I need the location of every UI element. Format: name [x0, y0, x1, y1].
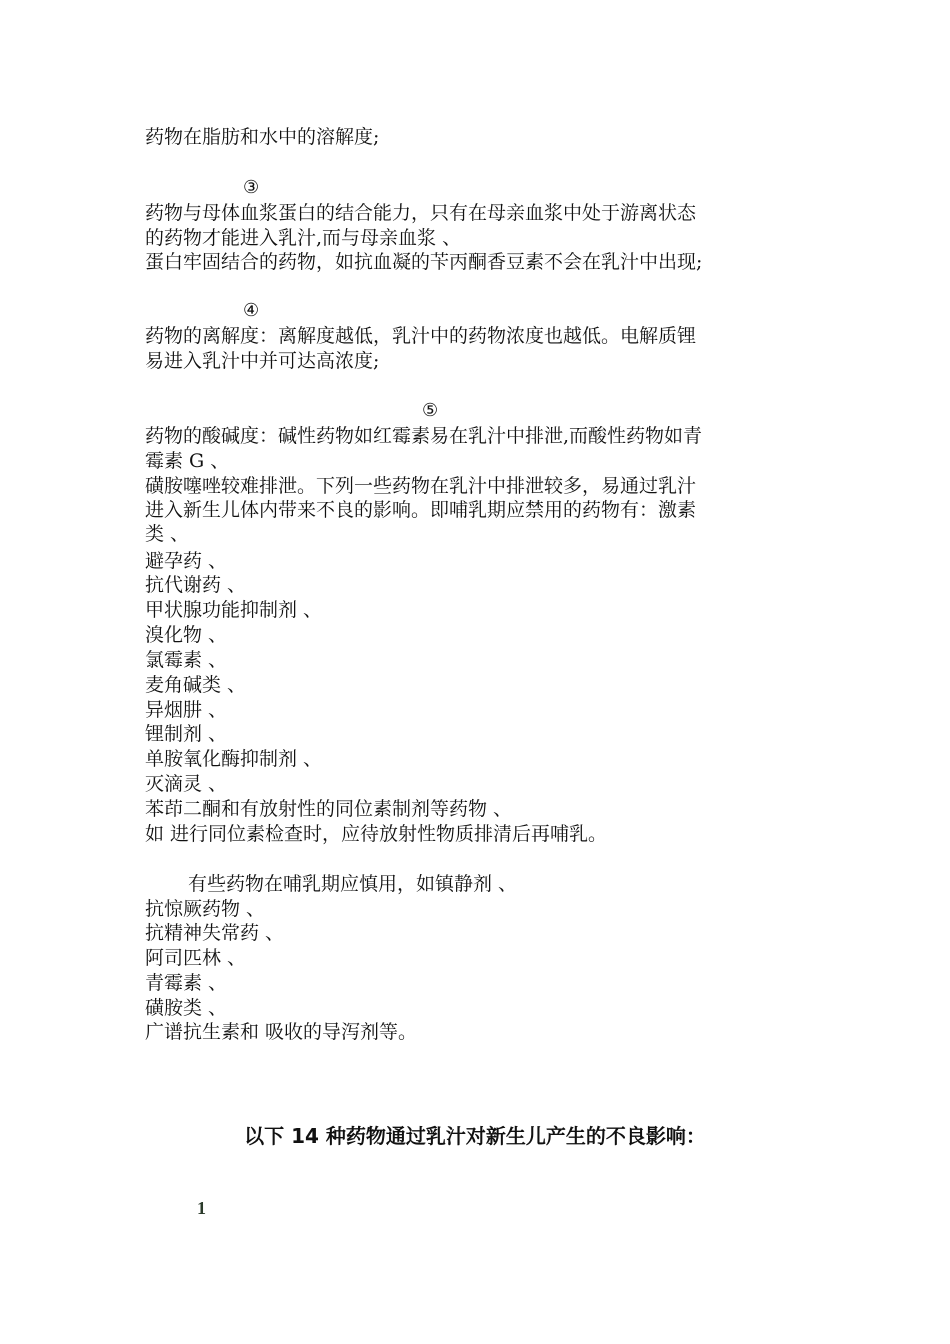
text-line: 广谱抗生素和 吸收的导泻剂等。 — [145, 1021, 418, 1043]
text-line: 抗惊厥药物 、 — [145, 898, 266, 920]
text-line: 进入新生儿体内带来不良的影响。即哺乳期应禁用的药物有：激素 — [145, 499, 697, 521]
text-line: 异烟肼 、 — [145, 699, 228, 721]
page-number: 1 — [197, 1198, 206, 1218]
text-line: 类 、 — [145, 523, 190, 545]
text-line: 抗代谢药 、 — [145, 574, 247, 596]
text-line: 避孕药 、 — [145, 550, 228, 572]
text-line: 青霉素 、 — [145, 972, 228, 994]
text-line: 溴化物 、 — [145, 624, 228, 646]
text-line: 药物与母体血浆蛋白的结合能力，只有在母亲血浆中处于游离状态 — [145, 202, 697, 224]
text-line: 药物的离解度：离解度越低，乳汁中的药物浓度也越低。电解质锂 — [145, 325, 697, 347]
text-line: 药物在脂肪和水中的溶解度; — [145, 126, 380, 148]
text-line: 易进入乳汁中并可达高浓度; — [145, 350, 380, 372]
text-line: 氯霉素 、 — [145, 649, 228, 671]
text-line: 有些药物在哺乳期应慎用，如镇静剂 、 — [188, 873, 518, 895]
text-line: 苯茚二酮和有放射性的同位素制剂等药物 、 — [145, 798, 513, 820]
text-line: 麦角碱类 、 — [145, 674, 247, 696]
text-line: 药物的酸碱度：碱性药物如红霉素易在乳汁中排泄,而酸性药物如青 — [145, 425, 703, 447]
text-line: 甲状腺功能抑制剂 、 — [145, 599, 323, 621]
text-line: 抗精神失常药 、 — [145, 922, 285, 944]
list-marker-5: ⑤ — [422, 400, 439, 421]
text-line: 磺胺噻唑较难排泄。下列一些药物在乳汁中排泄较多，易通过乳汁 — [145, 475, 697, 497]
text-line: 磺胺类 、 — [145, 997, 228, 1019]
text-line: 灭滴灵 、 — [145, 773, 228, 795]
text-line: 的药物才能进入乳汁,而与母亲血浆 、 — [145, 227, 462, 249]
text-line: 如 进行同位素检查时，应待放射性物质排清后再哺乳。 — [145, 823, 608, 845]
text-line: 阿司匹林 、 — [145, 947, 247, 969]
list-marker-4: ④ — [243, 300, 260, 321]
text-line: 锂制剂 、 — [145, 723, 228, 745]
text-line: 单胺氧化酶抑制剂 、 — [145, 748, 323, 770]
text-line: 蛋白牢固结合的药物，如抗血凝的苄丙酮香豆素不会在乳汁中出现; — [145, 251, 703, 273]
text-line: 霉素 G 、 — [145, 450, 230, 472]
list-marker-3: ③ — [243, 177, 260, 198]
section-heading: 以下 14 种药物通过乳汁对新生儿产生的不良影响： — [244, 1124, 706, 1148]
